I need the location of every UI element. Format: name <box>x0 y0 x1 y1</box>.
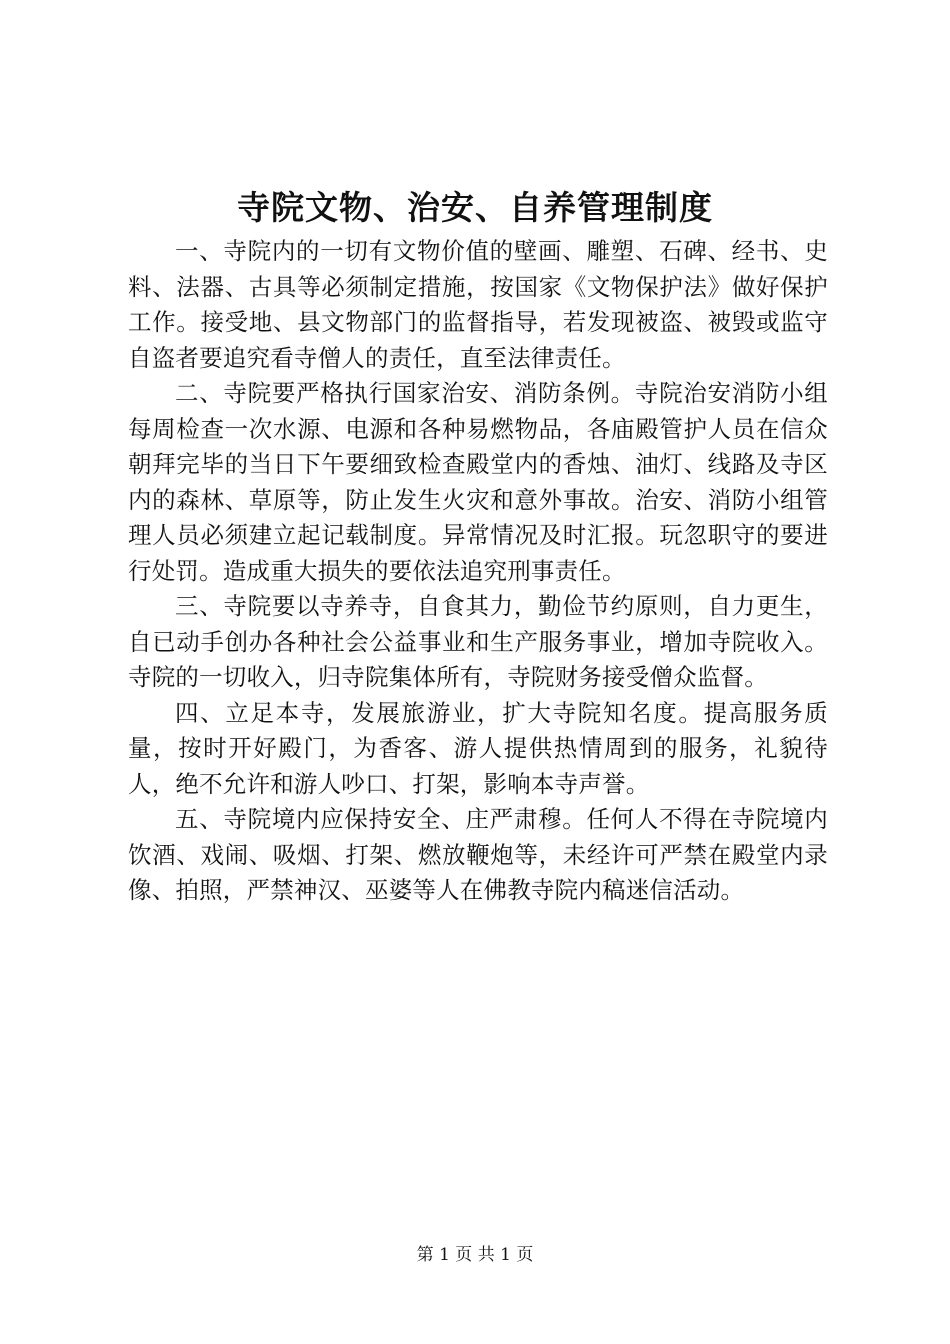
paragraph-5: 五、寺院境内应保持安全、庄严肃穆。任何人不得在寺院境内饮酒、戏闹、吸烟、打架、燃放鞭炮等，未经许可严禁在殿堂内录像、拍照，严禁神汉、巫婆等人在佛教寺院内稿迷信活动。 <box>128 805 828 904</box>
page-number-footer: 第 1 页 共 1 页 <box>416 1245 534 1265</box>
paragraph-2: 二、寺院要严格执行国家治安、消防条例。寺院治安消防小组每周检查一次水源、电源和各种易燃物品，各庙殿管护人员在信众朝拜完毕的当日下午要细致检查殿堂内的香烛、油灯、线路及寺区内的森林、草原等，防止发生火灾和意外事故。治安、消防小组管理人员必须建立起记载制度。异常情况及时汇报。玩忽职守的要进行处罚。造成重大损失的要依法追究刑事责任。 <box>128 379 828 585</box>
document-title: 寺院文物、治安、自养管理制度 <box>237 188 713 227</box>
paragraph-4: 四、立足本寺，发展旅游业，扩大寺院知名度。提高服务质量，按时开好殿门，为香客、游人提供热情周到的服务，礼貌待人，绝不允许和游人吵口、打架，影响本寺声誉。 <box>128 698 828 798</box>
paragraph-1: 一、寺院内的一切有文物价值的壁画、雕塑、石碑、经书、史料、法器、古具等必须制定措施，按国家《文物保护法》做好保护工作。接受地、县文物部门的监督指导，若发现被盗、被毁或监守自盗者要追究看寺僧人的责任，直至法律责任。 <box>128 237 828 372</box>
paragraph-3: 三、寺院要以寺养寺，自食其力，勤俭节约原则，自力更生，自已动手创办各种社会公益事业和生产服务事业，增加寺院收入。寺院的一切收入，归寺院集体所有，寺院财务接受僧众监督。 <box>128 592 828 691</box>
document-body <box>128 234 828 909</box>
